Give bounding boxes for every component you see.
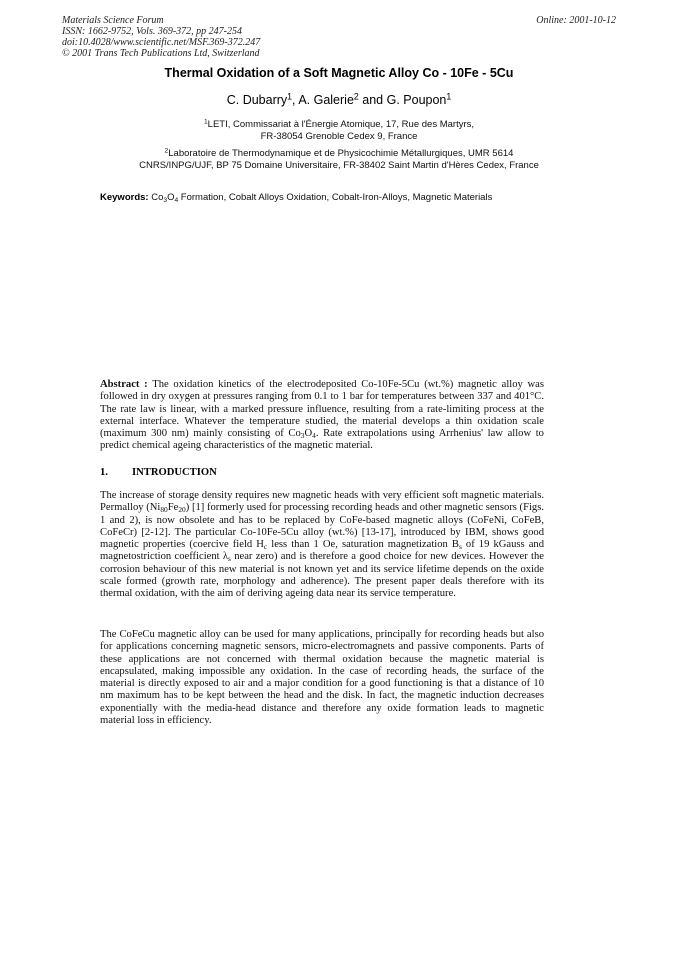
affil-mark: 1 — [203, 118, 208, 126]
intro-paragraph-2: The CoFeCu magnetic alloy can be used for many applications, principally for recording heads but also for applications concerning magnetic sensors, micro-electromagnets and passive components. Parts of these applications are not concerned with thermal oxidation because the magnetic material is encapsulated, making impossible any oxidation. In the case of recording heads, the surface of the material is directly exposed to air and a major condition for a good functioning is that a distance of 10 nm maximum has to be kept between the head and the disk. In fact, the magnetic induction decreases exponentially with the media-head distance and therefore any oxide formation leads to magnetic material loss in efficiency. — [100, 629, 544, 727]
affil-line: LETI, Commissariat à l'Énergie Atomique, 17, Rue des Martyrs, — [207, 119, 475, 130]
doi-link[interactable]: doi:10.4028/www.scientific.net/MSF.369-372.247 — [62, 37, 261, 48]
section-heading — [100, 467, 217, 478]
intro-paragraph-1: The increase of storage density requires new magnetic heads with very efficient soft magnetic materials. Permalloy $(Ni_{80}Fe_{20})$ [1] formerly used for processing recording heads and other magnetic sensors (Figs. 1 and 2), is now obsolete and has to be replaced by CoFe-based magnetic alloys (CoFeNi, CoFeB, CoFeCr) [2-12]. The particular Co-10Fe-5Cu alloy (wt.%) [13-17], introduced by IBM, shows good magnetic properties (coercive field $H_c$ less than 1 Oe, saturation magnetization $B_s$ of 19 kGauss and magnetostriction coefficient $\lambda_s$ near zero) and is therefore a good choice for new devices. However the corrosion behaviour of this new material is not known yet and its service lifetime depends on the oxide scale formed (growth rate, morphology and adherence). The present paper deals therefore with its thermal oxidation, with the aim of deriving ageing data near its service temperature. — [100, 490, 545, 600]
affil-mark: 2 — [164, 147, 169, 155]
journal-name: Materials Science Forum — [62, 15, 164, 26]
keywords-label: Keywords: — [100, 192, 149, 203]
affiliation-2 — [0, 148, 678, 172]
journal-header — [62, 15, 260, 59]
author-name: C. Dubarry — [226, 93, 288, 107]
author-affil-mark: 1 — [287, 91, 293, 102]
abstract-text: . Rate extrapolations using Arrhenius' law allow to predict chemical ageing characteristics of the magnetic material. — [100, 428, 544, 452]
author-affil-mark: 1 — [446, 91, 452, 102]
keyword-formula: $Co_3O_4$ — [151, 192, 179, 204]
online-date: Online: 2001-10-12 — [536, 15, 616, 26]
abstract-label: Abstract : — [100, 379, 148, 390]
affil-line: FR-38054 Grenoble Cedex 9, France — [260, 131, 418, 142]
abstract: Abstract : The oxidation kinetics of the electrodeposited Co-10Fe-5Cu (wt.%) magnetic alloy was followed in dry oxygen at pressures ranging from 0.1 to 1 bar for temperatures between 337 and 401°C. The rate law is linear, with a marked pressure influence, resulting from a rate-limiting process at the external interface. Whatever the temperature studied, the material develops a thin oxidation scale (maximum 300 nm) mainly consisting of $Co_3O_4$. Rate extrapolations using Arrhenius' law allow to predict chemical ageing characteristics of the magnetic material. — [100, 379, 544, 452]
author-name: G. Poupon — [386, 93, 447, 107]
author-name: A. Galerie — [298, 93, 354, 107]
abstract-text: The oxidation kinetics of the electrodeposited Co-10Fe-5Cu (wt.%) magnetic alloy was followed in dry oxygen at pressures ranging from 0.1 to 1 bar for temperatures between 337 and 401°C. The rate law is linear, with a marked pressure influence, resulting from a rate-limiting process at the external interface. Whatever the temperature studied, the material develops a thin oxidation scale (maximum 300 nm) mainly consisting of Co — [100, 379, 544, 440]
issn-line: ISSN: 1662-9752, Vols. 369-372, pp 247-254 — [62, 26, 242, 37]
affil-line: Laboratoire de Thermodynamique et de Physicochimie Métallurgiques, UMR 5614 — [168, 148, 514, 159]
copyright-line: © 2001 Trans Tech Publications Ltd, Switzerland — [62, 48, 260, 59]
section-number: 1. — [100, 467, 108, 478]
section-title: INTRODUCTION — [132, 467, 217, 478]
author-affil-mark: 2 — [353, 91, 359, 102]
author-conjunction: and — [362, 93, 384, 107]
affiliation-1 — [0, 119, 678, 143]
affil-line: CNRS/INPG/UJF, BP 75 Domaine Universitaire, FR-38402 Saint Martin d'Hères Cedex, France — [139, 160, 539, 171]
author-list: C. Dubarry$^1$, A. Galerie$^2$ and G. Poupon$^1$ — [226, 91, 452, 107]
paper-title: Thermal Oxidation of a Soft Magnetic Alloy Co - 10Fe - 5Cu — [164, 66, 514, 80]
keywords-text: Formation, Cobalt Alloys Oxidation, Cobalt-Iron-Alloys, Magnetic Materials — [178, 192, 493, 203]
keywords — [100, 192, 492, 203]
